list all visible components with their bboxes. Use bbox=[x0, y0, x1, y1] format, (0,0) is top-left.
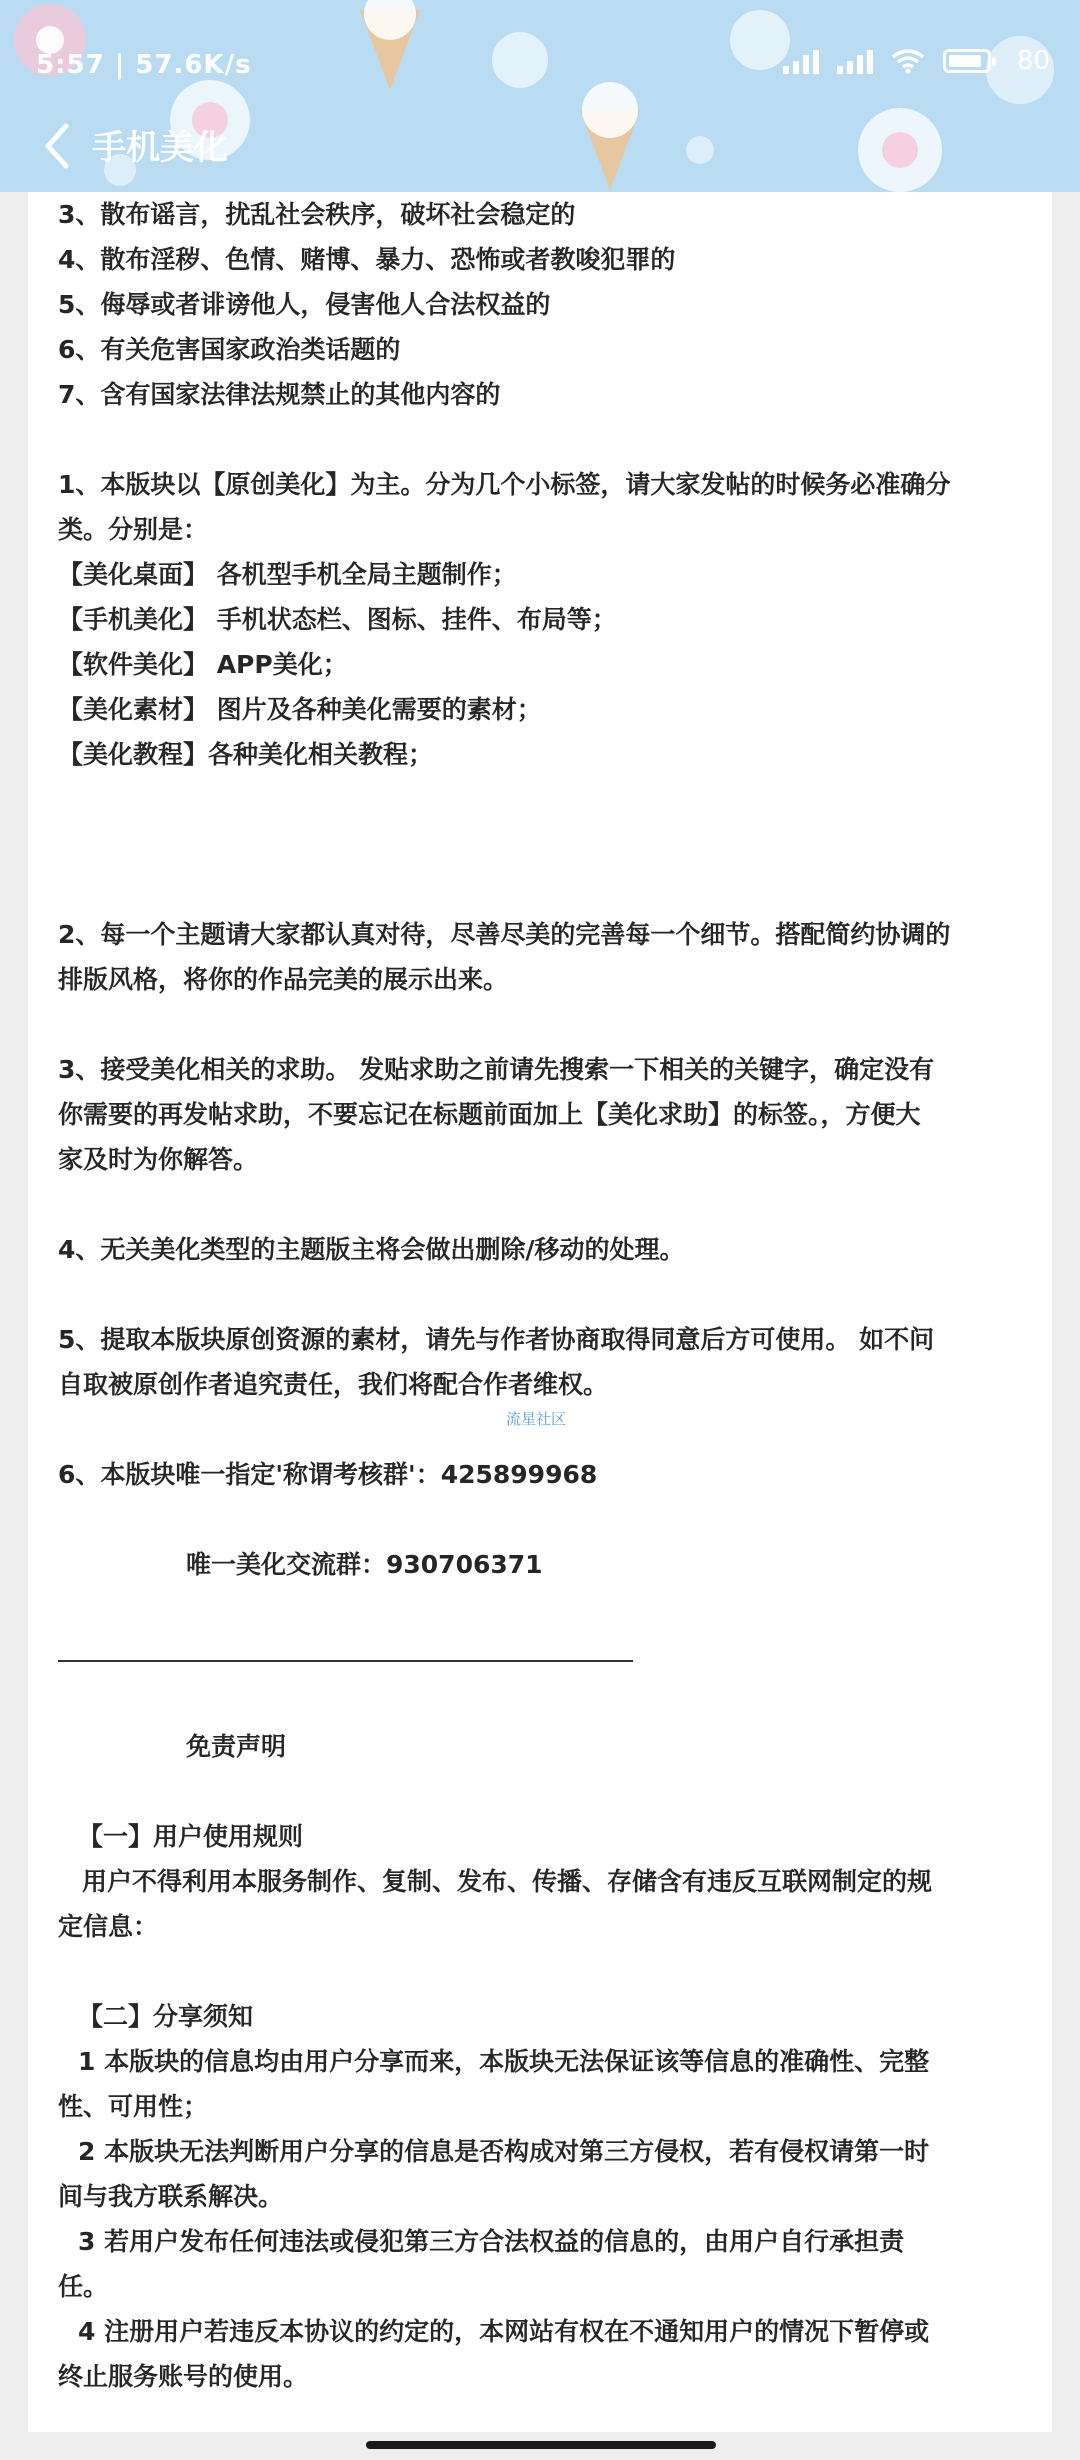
section-text: 用户不得利用本服务制作、复制、发布、传播、存储含有违反互联网制定的规 bbox=[82, 1867, 933, 1896]
tag-line: 【手机美化】 手机状态栏、图标、挂件、布局等； bbox=[58, 605, 617, 634]
tag-line: 【美化素材】 图片及各种美化需要的素材； bbox=[58, 695, 542, 724]
text-line: 7、含有国家法律法规禁止的其他内容的 bbox=[58, 380, 501, 409]
rule-5: 5、提取本版块原创资源的素材，请先与作者协商取得同意后方可使用。 如不问 bbox=[58, 1325, 935, 1354]
back-arrow-icon[interactable] bbox=[34, 116, 94, 176]
post-content-card bbox=[28, 192, 1052, 2432]
status-bar bbox=[0, 0, 1080, 120]
section-item: 3 若用户发布任何违法或侵犯第三方合法权益的信息的，由用户自行承担责 bbox=[78, 2227, 905, 2256]
rule-3-cont: 你需要的再发帖求助，不要忘记在标题前面加上【美化求助】的标签。，方便大 bbox=[58, 1100, 921, 1129]
home-indicator[interactable] bbox=[366, 2441, 716, 2449]
disclaimer-title: 免责声明 bbox=[186, 1732, 287, 1761]
section-title: 【一】用户使用规则 bbox=[78, 1822, 304, 1851]
section-item: 2 本版块无法判断用户分享的信息是否构成对第三方侵权，若有侵权请第一时 bbox=[78, 2137, 930, 2166]
status-time-speed: 5:57 | 57.6K/s bbox=[36, 50, 252, 80]
section-item: 1 本版块的信息均由用户分享而来，本版块无法保证该等信息的准确性、完整 bbox=[78, 2047, 930, 2076]
signal-icon bbox=[783, 48, 819, 74]
battery-level: 80 bbox=[1016, 46, 1050, 76]
rule-3: 3、接受美化相关的求助。 发贴求助之前请先搜索一下相关的关键字，确定没有 bbox=[58, 1055, 935, 1084]
battery-icon bbox=[943, 49, 991, 73]
text-line: 4、散布淫秽、色情、赌博、暴力、恐怖或者教唆犯罪的 bbox=[58, 245, 676, 274]
section-title: 【二】分享须知 bbox=[78, 2002, 254, 2031]
tag-line: 【软件美化】 APP美化； bbox=[58, 650, 348, 679]
signal-icon bbox=[837, 48, 873, 74]
text-line: 6、有关危害国家政治类话题的 bbox=[58, 335, 401, 364]
rule-3-cont: 家及时为你解答。 bbox=[58, 1145, 259, 1174]
tag-line: 【美化桌面】 各机型手机全局主题制作； bbox=[58, 560, 517, 589]
status-icons bbox=[783, 46, 1050, 76]
section-item-cont: 终止服务账号的使用。 bbox=[58, 2362, 309, 2391]
rule-2: 2、每一个主题请大家都认真对待，尽善尽美的完善每一个细节。搭配简约协调的 bbox=[58, 920, 951, 949]
watermark-text: 流星社区 bbox=[506, 1410, 567, 1428]
section-item: 4 注册用户若违反本协议的约定的，本网站有权在不通知用户的情况下暂停或 bbox=[78, 2317, 930, 2346]
rule-2-cont: 排版风格，将你的作品完美的展示出来。 bbox=[58, 965, 509, 994]
nav-bar bbox=[0, 110, 1080, 190]
rule-1: 1、本版块以【原创美化】为主。分为几个小标签，请大家发帖的时候务必准确分 bbox=[58, 470, 951, 499]
rule-6: 6、本版块唯一指定'称谓考核群'：425899968 bbox=[58, 1460, 598, 1489]
divider bbox=[58, 1660, 633, 1662]
rule-5-cont: 自取被原创作者追究责任，我们将配合作者维权。 bbox=[58, 1370, 609, 1399]
page-title: 手机美化 bbox=[92, 128, 228, 168]
section-text: 定信息： bbox=[58, 1912, 159, 1941]
tag-line: 【美化教程】各种美化相关教程； bbox=[58, 740, 434, 769]
rule-4: 4、无关美化类型的主题版主将会做出删除/移动的处理。 bbox=[58, 1235, 685, 1264]
wifi-icon bbox=[891, 48, 925, 74]
header-wallpaper bbox=[0, 0, 1080, 192]
rule-1-cont: 类。分别是： bbox=[58, 515, 209, 544]
section-item-cont: 任。 bbox=[58, 2272, 109, 2301]
group-number: 唯一美化交流群：930706371 bbox=[186, 1550, 543, 1579]
section-item-cont: 性、可用性； bbox=[58, 2092, 209, 2121]
text-line: 5、侮辱或者诽谤他人，侵害他人合法权益的 bbox=[58, 290, 551, 319]
section-item-cont: 间与我方联系解决。 bbox=[58, 2182, 284, 2211]
post-body bbox=[58, 192, 1048, 2399]
text-line: 3、散布谣言，扰乱社会秩序，破坏社会稳定的 bbox=[58, 200, 576, 229]
